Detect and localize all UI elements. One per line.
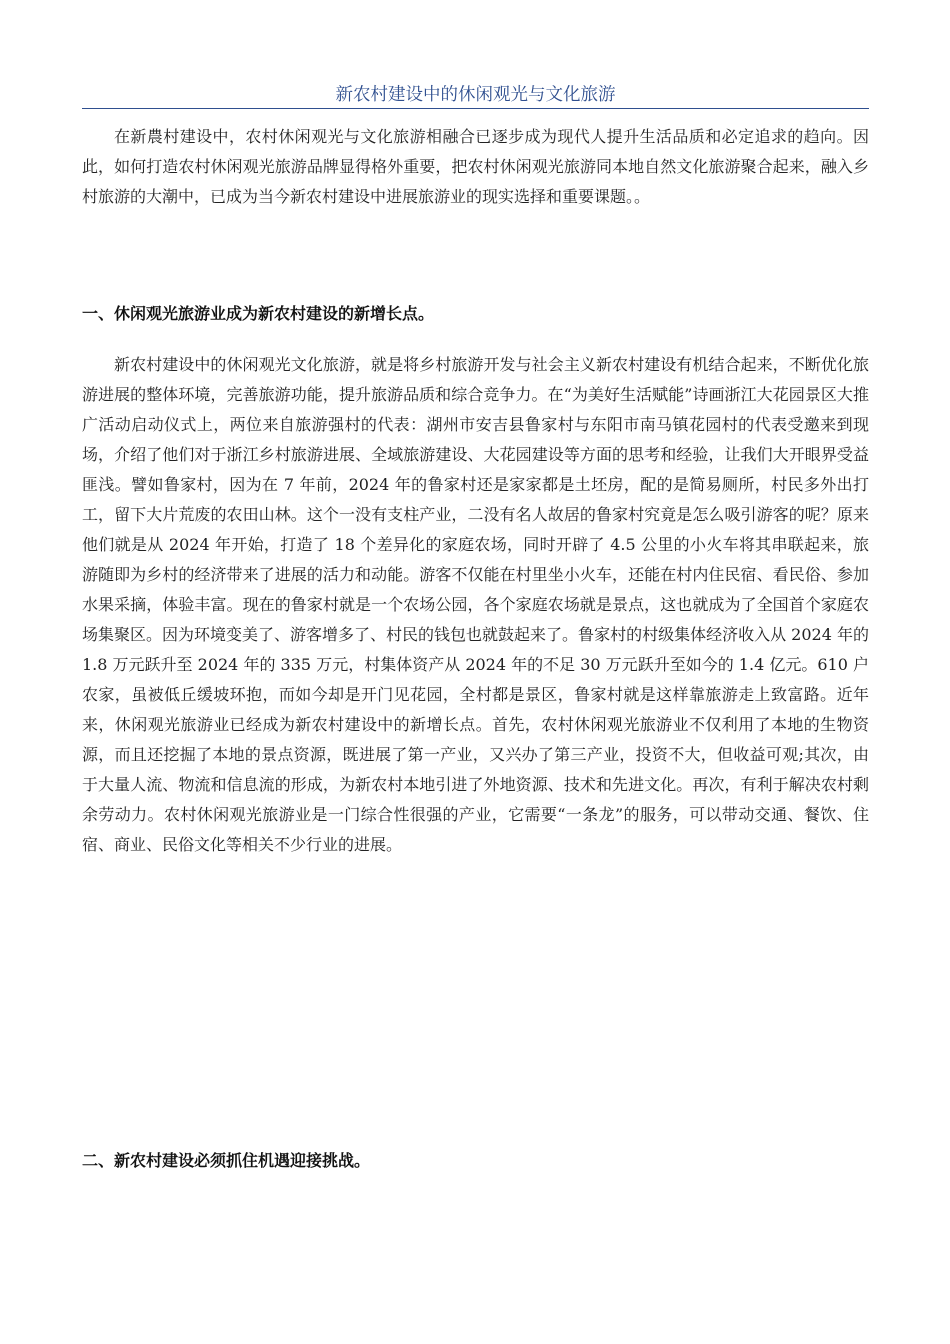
page-header-title: 新农村建设中的休闲观光与文化旅游: [82, 82, 869, 109]
intro-paragraph: 在新農村建设中，农村休闲观光与文化旅游相融合已逐步成为现代人提升生活品质和必定追求的趋向。因此，如何打造农村休闲观光旅游品牌显得格外重要，把农村休闲观光旅游同本地自然文化旅游聚合起来，融入乡村旅游的大潮中，已成为当今新农村建设中进展旅游业的现实选择和重要课题。。: [82, 127, 869, 206]
section-1-paragraph: 新农村建设中的休闲观光文化旅游，就是将乡村旅游开发与社会主义新农村建设有机结合起来，不断优化旅游进展的整体环境，完善旅游功能，提升旅游品质和综合竞争力。在“为美好生活赋能”诗画浙江大花园景区大推广活动启动仪式上，两位来自旅游强村的代表：湖州市安吉县鲁家村与东阳市南马镇花园村的代表受邀来到现场，介绍了他们对于浙江乡村旅游进展、全域旅游建设、大花园建设等方面的思考和经验，让我们大开眼界受益匪浅。譬如鲁家村，因为在 7 年前，2024 年的鲁家村还是家家都是土坯房，配的是简易厕所，村民多外出打工，留下大片荒废的农田山林。这个一没有支柱产业，二没有名人故居的鲁家村究竟是怎么吸引游客的呢？原来他们就是从 2024 年开始，打造了 18 个差异化的家庭农场，同时开辟了 4.5 公里的小火车将其串联起来，旅游随即为乡村的经济带来了进展的活力和动能。游客不仅能在村里坐小火车，还能在村内住民宿、看民俗、参加水果采摘，体验丰富。现在的鲁家村就是一个农场公园，各个家庭农场就是景点，这也就成为了全国首个家庭农场集聚区。因为环境变美了、游客增多了、村民的钱包也就鼓起来了。鲁家村的村级集体经济收入从 2024 年的 1.8 万元跃升至 2024 年的 335 万元，村集体资产从 2024 年的不足 30 万元跃升至如今的 1.4 亿元。610 户农家，虽被低丘缓坡环抱，而如今却是开门见花园，全村都是景区，鲁家村就是这样靠旅游走上致富路。近年来，休闲观光旅游业已经成为新农村建设中的新增长点。首先，农村休闲观光旅游业不仅利用了本地的生物资源，而且还挖掘了本地的景点资源，既进展了第一产业，又兴办了第三产业，投资不大，但收益可观;其次，由于大量人流、物流和信息流的形成，为新农村本地引进了外地资源、技术和先进文化。再次，有利于解决农村剩余劳动力。农村休闲观光旅游业是一门综合性很强的产业，它需要“一条龙”的服务，可以带动交通、餐饮、住宿、商业、民俗文化等相关不少行业的进展。: [82, 355, 869, 854]
section-heading-1: 一、休闲观光旅游业成为新农村建设的新增长点。: [82, 304, 435, 323]
section-heading-2: 二、新农村建设必须抓住机遇迎接挑战。: [82, 1151, 371, 1170]
